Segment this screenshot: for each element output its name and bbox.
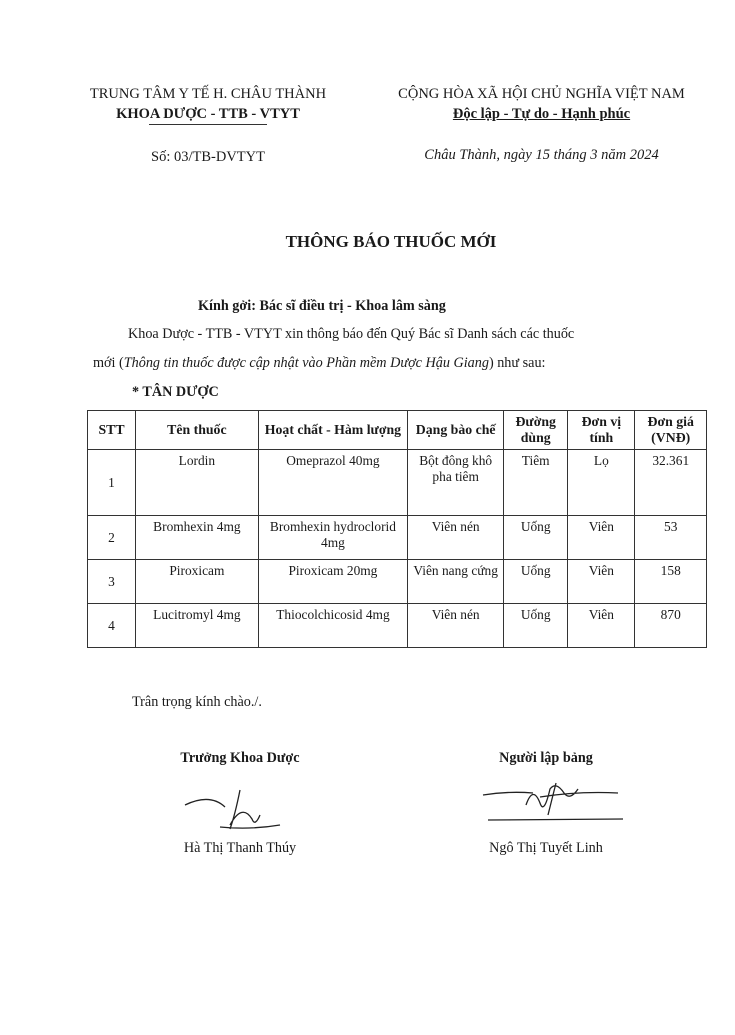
national-header xyxy=(364,86,719,164)
cell-stt: 2 xyxy=(88,516,136,560)
right-signer-name: Ngô Thị Tuyết Linh xyxy=(489,840,603,856)
left-signature-block xyxy=(140,750,340,767)
header-drug-name: Tên thuốc xyxy=(136,411,259,450)
header-unit: Đơn vị tính xyxy=(568,411,635,450)
cell-price: 53 xyxy=(635,516,707,560)
cell-active-ingredient: Omeprazol 40mg xyxy=(258,450,407,516)
salutation: Kính gởi: Bác sĩ điều trị - Khoa lâm sàng xyxy=(198,298,446,314)
cell-route: Uống xyxy=(504,604,568,648)
cell-unit: Viên xyxy=(568,516,635,560)
table-row xyxy=(88,560,707,604)
cell-route: Uống xyxy=(504,516,568,560)
intro-suffix: ) như sau: xyxy=(488,355,546,371)
cell-dosage-form: Viên nang cứng xyxy=(408,560,504,604)
cell-stt: 4 xyxy=(88,604,136,648)
cell-route: Uống xyxy=(504,560,568,604)
document-title: THÔNG BÁO THUỐC MỚI xyxy=(285,232,497,251)
table-row xyxy=(88,516,707,560)
org-name: TRUNG TÂM Y TẾ H. CHÂU THÀNH xyxy=(89,86,327,102)
right-signature-block xyxy=(446,750,646,767)
intro-line-1: Khoa Dược - TTB - VTYT xin thông báo đến Quý Bác sĩ Danh sách các thuốc xyxy=(128,326,575,342)
left-signer-name: Hà Thị Thanh Thúy xyxy=(183,840,297,856)
cell-route: Tiêm xyxy=(504,450,568,516)
cell-active-ingredient: Thiocolchicosid 4mg xyxy=(258,604,407,648)
cell-drug-name: Bromhexin 4mg xyxy=(136,516,259,560)
right-signature-title: Người lập bảng xyxy=(499,750,593,766)
cell-unit: Viên xyxy=(568,560,635,604)
nation-name: CỘNG HÒA XÃ HỘI CHỦ NGHĨA VIỆT NAM xyxy=(398,86,685,102)
cell-active-ingredient: Bromhexin hydroclorid 4mg xyxy=(258,516,407,560)
cell-drug-name: Lordin xyxy=(136,450,259,516)
cell-stt: 1 xyxy=(88,450,136,516)
department-name: KHOA DƯỢC - TTB - VTYT xyxy=(116,106,300,122)
department-underline xyxy=(149,124,267,125)
cell-dosage-form: Bột đông khô pha tiêm xyxy=(408,450,504,516)
intro-line-2 xyxy=(93,355,546,372)
left-signature-icon xyxy=(180,785,290,835)
date-place: Châu Thành, ngày 15 tháng 3 năm 2024 xyxy=(424,147,659,163)
cell-drug-name: Lucitromyl 4mg xyxy=(136,604,259,648)
cell-price: 32.361 xyxy=(635,450,707,516)
document-number: Số: 03/TB-DVTYT xyxy=(151,149,265,165)
intro-italic: Thông tin thuốc được cập nhật vào Phần mềm Dược Hậu Giang xyxy=(123,355,489,371)
header-dosage-form: Dạng bào chế xyxy=(408,411,504,450)
table-row xyxy=(88,604,707,648)
header-route: Đường dùng xyxy=(504,411,568,450)
closing-text: Trân trọng kính chào./. xyxy=(132,694,262,710)
cell-unit: Lọ xyxy=(568,450,635,516)
cell-dosage-form: Viên nén xyxy=(408,604,504,648)
intro-prefix: mới ( xyxy=(93,355,124,371)
table-header-row xyxy=(88,411,707,450)
header-price: Đơn giá (VNĐ) xyxy=(635,411,707,450)
cell-price: 870 xyxy=(635,604,707,648)
cell-unit: Viên xyxy=(568,604,635,648)
header-stt: STT xyxy=(88,411,136,450)
national-motto: Độc lập - Tự do - Hạnh phúc xyxy=(452,106,631,122)
header-active-ingredient: Hoạt chất - Hàm lượng xyxy=(258,411,407,450)
medicine-table xyxy=(87,410,707,648)
right-signature-icon xyxy=(478,775,628,830)
cell-price: 158 xyxy=(635,560,707,604)
section-label: * TÂN DƯỢC xyxy=(132,384,219,400)
cell-dosage-form: Viên nén xyxy=(408,516,504,560)
cell-drug-name: Piroxicam xyxy=(136,560,259,604)
right-signer-block xyxy=(446,840,646,857)
left-signature-title: Trưởng Khoa Dược xyxy=(180,750,300,766)
table-row xyxy=(88,450,707,516)
organization-header xyxy=(58,86,358,166)
left-signer-block xyxy=(140,840,340,857)
cell-stt: 3 xyxy=(88,560,136,604)
cell-active-ingredient: Piroxicam 20mg xyxy=(258,560,407,604)
